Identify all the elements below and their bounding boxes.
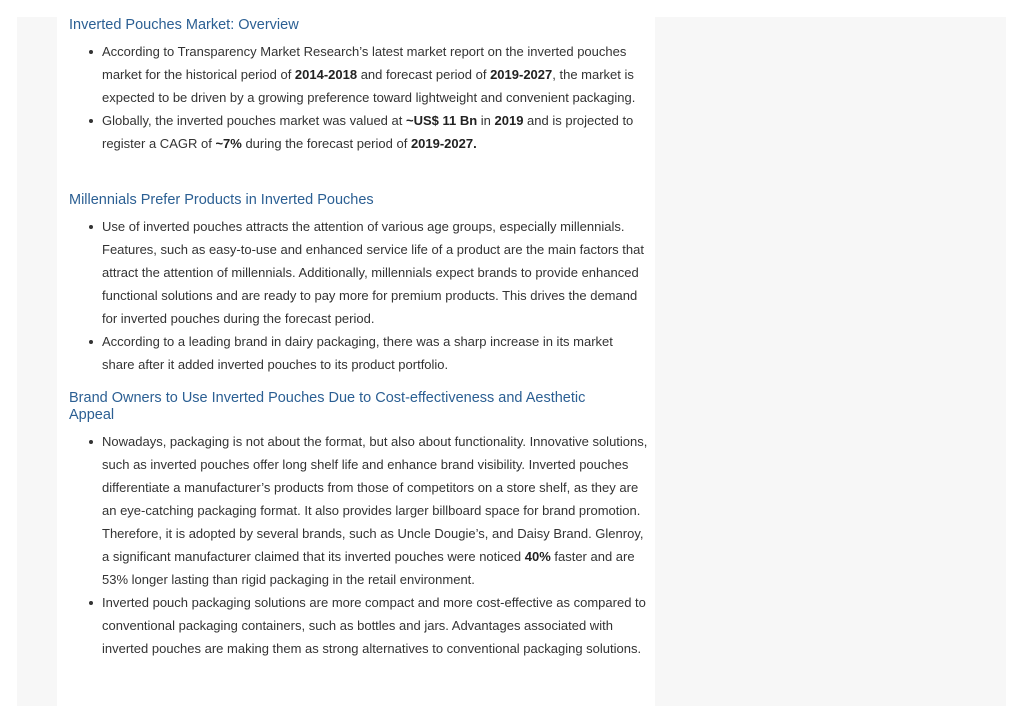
bullet-item bbox=[69, 109, 649, 155]
text-run: in bbox=[477, 113, 495, 128]
left-gutter bbox=[17, 17, 57, 706]
text-run: According to a leading brand in dairy packaging, there was a sharp increase in its market share after it added inverted pouches to its product portfolio. bbox=[102, 334, 613, 372]
millennials-bullet-list bbox=[69, 215, 649, 376]
text-run: Nowadays, packaging is not about the format, but also about functionality. Innovative solutions, such as inverted pouches offer long shelf life and enhance brand visibility. Inverted pouches differentiate a manufacturer’s products from those of competitors on a store shelf, as they are an eye-catching packaging format. It also provides larger billboard space for brand promotion. Therefore, it is adopted by several brands, such as Uncle Dougie’s, and Daisy Brand. Glenroy, a significant manufacturer claimed that its inverted pouches were noticed bbox=[102, 434, 648, 564]
bullet-item bbox=[69, 40, 649, 109]
text-run: Use of inverted pouches attracts the attention of various age groups, especially millennials. Features, such as easy-to-use and enhanced service life of a product are the main factors that attract the attention of millennials. Additionally, millennials expect brands to provide enhanced functional solutions and are ready to pay more for premium products. This drives the demand for inverted pouches during the forecast period. bbox=[102, 219, 644, 326]
bold-text-run: ~7% bbox=[215, 136, 242, 151]
bold-text-run: 2019 bbox=[494, 113, 524, 128]
right-sidebar-panel bbox=[655, 17, 1006, 706]
text-run: Inverted pouch packaging solutions are more compact and more cost-effective as compared to conventional packaging containers, such as bottles and jars. Advantages associated with inverted pouches are making them as strong alternatives to conventional packaging solutions. bbox=[102, 595, 646, 656]
section-heading-overview: Inverted Pouches Market: Overview bbox=[69, 17, 299, 33]
bullet-item bbox=[69, 430, 649, 591]
bullet-item bbox=[69, 591, 649, 660]
brand-owners-bullet-list bbox=[69, 430, 649, 660]
text-run: during the forecast period of bbox=[241, 136, 411, 151]
bullet-item bbox=[69, 330, 649, 376]
text-run: faster and are 53% longer lasting than rigid packaging in the retail environment. bbox=[102, 549, 635, 587]
section-heading-millennials: Millennials Prefer Products in Inverted Pouches bbox=[69, 192, 374, 208]
bold-text-run: 2019-2027 bbox=[490, 67, 553, 82]
overview-bullet-list bbox=[69, 40, 649, 155]
bold-text-run: 40% bbox=[524, 549, 551, 564]
text-run: and is projected to register a CAGR of bbox=[102, 113, 634, 151]
text-run: , the market is expected to be driven by a growing preference toward lightweight and convenient packaging. bbox=[102, 67, 636, 105]
bold-text-run: ~US$ 11 Bn bbox=[405, 113, 478, 128]
article-body bbox=[57, 17, 655, 706]
bold-text-run: 2019-2027. bbox=[410, 136, 477, 151]
section-heading-brand-owners: Brand Owners to Use Inverted Pouches Due to Cost-effectiveness and Aesthetic Appeal bbox=[69, 390, 586, 423]
text-run: and forecast period of bbox=[357, 67, 491, 82]
bullet-item bbox=[69, 215, 649, 330]
text-run: Globally, the inverted pouches market was valued at bbox=[102, 113, 406, 128]
text-run: According to Transparency Market Research’s latest market report on the inverted pouches market for the historical period of bbox=[102, 44, 627, 82]
bold-text-run: 2014-2018 bbox=[294, 67, 358, 82]
